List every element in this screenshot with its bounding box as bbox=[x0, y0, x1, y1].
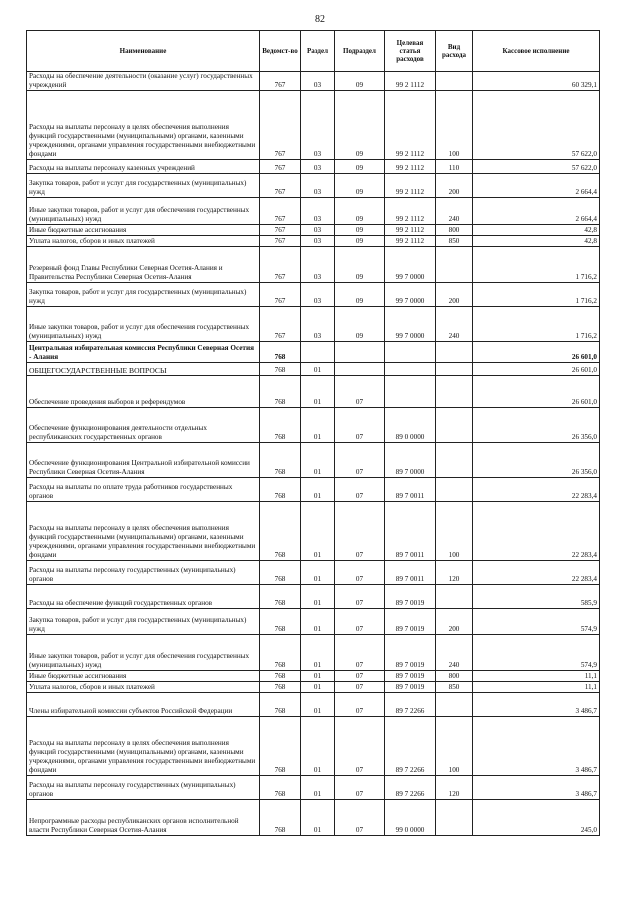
row-ved: 768 bbox=[260, 682, 301, 693]
row-vid: 800 bbox=[436, 671, 473, 682]
row-ved: 768 bbox=[260, 502, 301, 561]
table-row bbox=[27, 91, 600, 160]
row-name: Члены избирательной комиссии субъектов Российской Федерации bbox=[27, 693, 260, 717]
row-name: Расходы на выплаты персоналу государственных (муниципальных) органов bbox=[27, 561, 260, 585]
row-ved: 767 bbox=[260, 225, 301, 236]
row-amount: 42,8 bbox=[473, 236, 600, 247]
table-row bbox=[27, 609, 600, 635]
row-ved: 767 bbox=[260, 91, 301, 160]
row-name: Уплата налогов, сборов и иных платежей bbox=[27, 682, 260, 693]
row-podrazdel: 09 bbox=[335, 307, 385, 342]
row-vid: 240 bbox=[436, 307, 473, 342]
row-razdel: 03 bbox=[301, 225, 335, 236]
row-amount: 3 486,7 bbox=[473, 776, 600, 800]
row-name: Расходы на выплаты персоналу казенных учреждений bbox=[27, 160, 260, 174]
row-ved: 767 bbox=[260, 283, 301, 307]
table-row bbox=[27, 247, 600, 283]
row-razdel: 01 bbox=[301, 443, 335, 478]
row-podrazdel: 07 bbox=[335, 693, 385, 717]
table-header-row bbox=[27, 31, 600, 72]
row-razdel: 01 bbox=[301, 717, 335, 776]
row-razdel: 03 bbox=[301, 307, 335, 342]
row-name: Расходы на выплаты персоналу в целях обеспечения выполнения функций государственными (муниципальными) органами, казенными учреждениями, органами управления государственными внебюджетными фондами bbox=[27, 717, 260, 776]
header-ved: Ведомст-во bbox=[260, 31, 301, 72]
row-statya: 89 7 2266 bbox=[385, 693, 436, 717]
row-razdel: 01 bbox=[301, 776, 335, 800]
row-name: Иные закупки товаров, работ и услуг для обеспечения государственных (муниципальных) нужд bbox=[27, 635, 260, 671]
row-podrazdel: 09 bbox=[335, 91, 385, 160]
row-name: Закупка товаров, работ и услуг для государственных (муниципальных) нужд bbox=[27, 609, 260, 635]
row-podrazdel: 07 bbox=[335, 776, 385, 800]
row-vid bbox=[436, 342, 473, 363]
row-amount: 2 664,4 bbox=[473, 174, 600, 198]
row-vid: 240 bbox=[436, 635, 473, 671]
row-ved: 768 bbox=[260, 609, 301, 635]
row-podrazdel: 07 bbox=[335, 717, 385, 776]
row-ved: 768 bbox=[260, 443, 301, 478]
row-razdel: 01 bbox=[301, 376, 335, 408]
row-name: Иные закупки товаров, работ и услуг для обеспечения государственных (муниципальных) нужд bbox=[27, 198, 260, 225]
row-podrazdel: 07 bbox=[335, 443, 385, 478]
row-podrazdel: 07 bbox=[335, 561, 385, 585]
row-statya: 89 7 2266 bbox=[385, 717, 436, 776]
row-ved: 767 bbox=[260, 236, 301, 247]
row-amount: 26 601,0 bbox=[473, 342, 600, 363]
table-row bbox=[27, 443, 600, 478]
row-amount: 42,8 bbox=[473, 225, 600, 236]
row-amount: 1 716,2 bbox=[473, 307, 600, 342]
row-amount: 26 601,0 bbox=[473, 363, 600, 376]
row-statya bbox=[385, 363, 436, 376]
row-statya: 99 2 1112 bbox=[385, 174, 436, 198]
row-ved: 767 bbox=[260, 174, 301, 198]
row-vid bbox=[436, 376, 473, 408]
table-row bbox=[27, 363, 600, 376]
table-row bbox=[27, 717, 600, 776]
row-statya: 89 0 0000 bbox=[385, 408, 436, 443]
row-amount: 22 283,4 bbox=[473, 561, 600, 585]
row-statya: 89 7 0000 bbox=[385, 443, 436, 478]
table-row bbox=[27, 682, 600, 693]
row-statya: 99 7 0000 bbox=[385, 283, 436, 307]
row-ved: 768 bbox=[260, 693, 301, 717]
row-statya: 89 7 0011 bbox=[385, 502, 436, 561]
row-ved: 768 bbox=[260, 376, 301, 408]
header-name: Наименование bbox=[27, 31, 260, 72]
table-row bbox=[27, 160, 600, 174]
row-amount: 574,9 bbox=[473, 635, 600, 671]
row-ved: 768 bbox=[260, 478, 301, 502]
row-name: Обеспечение функционирования Центральной избирательной комиссии Республики Северная Осетия-Алания bbox=[27, 443, 260, 478]
row-vid: 240 bbox=[436, 198, 473, 225]
row-statya: 99 2 1112 bbox=[385, 225, 436, 236]
table-row bbox=[27, 502, 600, 561]
header-podrazdel: Подраздел bbox=[335, 31, 385, 72]
table-row bbox=[27, 225, 600, 236]
row-ved: 767 bbox=[260, 247, 301, 283]
table-row bbox=[27, 198, 600, 225]
header-statya: Целевая статья расходов bbox=[385, 31, 436, 72]
row-razdel: 01 bbox=[301, 585, 335, 609]
row-razdel: 01 bbox=[301, 635, 335, 671]
row-podrazdel bbox=[335, 342, 385, 363]
row-razdel: 01 bbox=[301, 609, 335, 635]
row-name: Расходы на выплаты персоналу в целях обеспечения выполнения функций государственными (муниципальными) органами, казенными учреждениями, органами управления государственными внебюджетными фондами bbox=[27, 502, 260, 561]
row-ved: 768 bbox=[260, 776, 301, 800]
header-vid: Вид расхода bbox=[436, 31, 473, 72]
row-statya bbox=[385, 342, 436, 363]
row-statya: 99 2 1112 bbox=[385, 198, 436, 225]
row-ved: 768 bbox=[260, 717, 301, 776]
row-razdel: 01 bbox=[301, 800, 335, 836]
row-vid bbox=[436, 408, 473, 443]
row-ved: 768 bbox=[260, 342, 301, 363]
row-statya: 99 7 0000 bbox=[385, 307, 436, 342]
row-amount: 60 329,1 bbox=[473, 72, 600, 91]
row-statya: 89 7 0019 bbox=[385, 585, 436, 609]
row-razdel: 01 bbox=[301, 561, 335, 585]
row-vid bbox=[436, 585, 473, 609]
row-razdel bbox=[301, 342, 335, 363]
row-name: Иные закупки товаров, работ и услуг для обеспечения государственных (муниципальных) нужд bbox=[27, 307, 260, 342]
row-name: Иные бюджетные ассигнования bbox=[27, 225, 260, 236]
row-vid: 200 bbox=[436, 174, 473, 198]
row-razdel: 01 bbox=[301, 478, 335, 502]
row-podrazdel: 07 bbox=[335, 585, 385, 609]
row-amount: 1 716,2 bbox=[473, 247, 600, 283]
row-ved: 768 bbox=[260, 671, 301, 682]
table-row bbox=[27, 376, 600, 408]
row-vid bbox=[436, 363, 473, 376]
row-ved: 768 bbox=[260, 408, 301, 443]
table-row bbox=[27, 635, 600, 671]
row-razdel: 01 bbox=[301, 408, 335, 443]
row-amount: 585,9 bbox=[473, 585, 600, 609]
row-statya: 99 2 1112 bbox=[385, 160, 436, 174]
row-ved: 768 bbox=[260, 800, 301, 836]
row-vid bbox=[436, 72, 473, 91]
row-name: Закупка товаров, работ и услуг для государственных (муниципальных) нужд bbox=[27, 283, 260, 307]
table-body bbox=[27, 72, 600, 836]
row-statya: 99 2 1112 bbox=[385, 91, 436, 160]
row-ved: 767 bbox=[260, 72, 301, 91]
page-number: 82 bbox=[315, 14, 325, 25]
row-razdel: 03 bbox=[301, 91, 335, 160]
table-row bbox=[27, 174, 600, 198]
row-podrazdel: 09 bbox=[335, 72, 385, 91]
row-vid: 100 bbox=[436, 91, 473, 160]
table-row bbox=[27, 561, 600, 585]
row-statya: 89 7 0019 bbox=[385, 671, 436, 682]
row-vid bbox=[436, 478, 473, 502]
row-amount: 2 664,4 bbox=[473, 198, 600, 225]
header-amount: Кассовое исполнение bbox=[473, 31, 600, 72]
row-podrazdel: 09 bbox=[335, 160, 385, 174]
row-razdel: 03 bbox=[301, 236, 335, 247]
row-podrazdel: 07 bbox=[335, 408, 385, 443]
row-ved: 768 bbox=[260, 363, 301, 376]
row-podrazdel: 07 bbox=[335, 671, 385, 682]
header-razdel: Раздел bbox=[301, 31, 335, 72]
row-statya: 89 7 0019 bbox=[385, 609, 436, 635]
row-amount: 57 622,0 bbox=[473, 160, 600, 174]
row-statya: 89 7 0019 bbox=[385, 635, 436, 671]
row-name: Иные бюджетные ассигнования bbox=[27, 671, 260, 682]
table-row bbox=[27, 283, 600, 307]
row-amount: 26 601,0 bbox=[473, 376, 600, 408]
row-vid: 800 bbox=[436, 225, 473, 236]
row-ved: 767 bbox=[260, 307, 301, 342]
row-statya bbox=[385, 376, 436, 408]
row-name: Закупка товаров, работ и услуг для государственных (муниципальных) нужд bbox=[27, 174, 260, 198]
row-amount: 574,9 bbox=[473, 609, 600, 635]
row-statya: 89 7 2266 bbox=[385, 776, 436, 800]
row-razdel: 03 bbox=[301, 247, 335, 283]
row-name: Обеспечение проведения выборов и референдумов bbox=[27, 376, 260, 408]
row-podrazdel: 09 bbox=[335, 236, 385, 247]
row-ved: 768 bbox=[260, 561, 301, 585]
row-amount: 22 283,4 bbox=[473, 478, 600, 502]
row-podrazdel: 07 bbox=[335, 682, 385, 693]
row-statya: 99 0 0000 bbox=[385, 800, 436, 836]
row-amount: 22 283,4 bbox=[473, 502, 600, 561]
row-razdel: 01 bbox=[301, 682, 335, 693]
row-podrazdel: 09 bbox=[335, 198, 385, 225]
row-name: Центральная избирательная комиссия Республики Северная Осетия - Алания bbox=[27, 342, 260, 363]
table-row bbox=[27, 408, 600, 443]
row-amount: 11,1 bbox=[473, 682, 600, 693]
table-row bbox=[27, 478, 600, 502]
row-podrazdel: 07 bbox=[335, 478, 385, 502]
row-amount: 26 356,0 bbox=[473, 443, 600, 478]
row-vid: 120 bbox=[436, 561, 473, 585]
table-row bbox=[27, 236, 600, 247]
row-name: Резервный фонд Главы Республики Северная Осетия-Алания и Правительства Республики Северная Осетия-Алания bbox=[27, 247, 260, 283]
row-razdel: 03 bbox=[301, 174, 335, 198]
row-statya: 89 7 0011 bbox=[385, 478, 436, 502]
row-statya: 99 2 1112 bbox=[385, 72, 436, 91]
row-name: Обеспечение функционирования деятельности отдельных республиканских государственных органов bbox=[27, 408, 260, 443]
row-vid: 110 bbox=[436, 160, 473, 174]
row-podrazdel: 09 bbox=[335, 174, 385, 198]
row-statya: 99 7 0000 bbox=[385, 247, 436, 283]
row-ved: 767 bbox=[260, 160, 301, 174]
row-name: Уплата налогов, сборов и иных платежей bbox=[27, 236, 260, 247]
row-podrazdel: 09 bbox=[335, 225, 385, 236]
row-vid bbox=[436, 800, 473, 836]
row-name: ОБЩЕГОСУДАРСТВЕННЫЕ ВОПРОСЫ bbox=[27, 363, 260, 376]
row-podrazdel: 09 bbox=[335, 283, 385, 307]
row-amount: 245,0 bbox=[473, 800, 600, 836]
table-row bbox=[27, 671, 600, 682]
table-row bbox=[27, 585, 600, 609]
row-podrazdel: 07 bbox=[335, 609, 385, 635]
row-amount: 57 622,0 bbox=[473, 91, 600, 160]
row-vid: 100 bbox=[436, 717, 473, 776]
row-razdel: 01 bbox=[301, 363, 335, 376]
row-name: Непрограммные расходы республиканских органов исполнительной власти Республики Северная Осетия-Алания bbox=[27, 800, 260, 836]
row-name: Расходы на обеспечение деятельности (оказание услуг) государственных учреждений bbox=[27, 72, 260, 91]
row-podrazdel: 07 bbox=[335, 376, 385, 408]
row-vid: 120 bbox=[436, 776, 473, 800]
row-podrazdel: 07 bbox=[335, 635, 385, 671]
table-row bbox=[27, 776, 600, 800]
row-podrazdel bbox=[335, 363, 385, 376]
table-row bbox=[27, 693, 600, 717]
row-statya: 89 7 0019 bbox=[385, 682, 436, 693]
row-name: Расходы на выплаты персоналу в целях обеспечения выполнения функций государственными (муниципальными) органами, казенными учреждениями, органами управления государственными внебюджетными фондами bbox=[27, 91, 260, 160]
row-name: Расходы на выплаты по оплате труда работников государственных органов bbox=[27, 478, 260, 502]
budget-table bbox=[26, 30, 600, 836]
row-vid: 850 bbox=[436, 682, 473, 693]
row-podrazdel: 07 bbox=[335, 800, 385, 836]
row-ved: 768 bbox=[260, 635, 301, 671]
row-statya: 89 7 0011 bbox=[385, 561, 436, 585]
row-vid: 200 bbox=[436, 609, 473, 635]
row-amount: 3 486,7 bbox=[473, 717, 600, 776]
row-razdel: 03 bbox=[301, 160, 335, 174]
row-razdel: 03 bbox=[301, 283, 335, 307]
row-podrazdel: 09 bbox=[335, 247, 385, 283]
row-podrazdel: 07 bbox=[335, 502, 385, 561]
table-row bbox=[27, 72, 600, 91]
row-amount: 11,1 bbox=[473, 671, 600, 682]
row-vid bbox=[436, 443, 473, 478]
row-razdel: 03 bbox=[301, 198, 335, 225]
row-amount: 26 356,0 bbox=[473, 408, 600, 443]
table-row bbox=[27, 307, 600, 342]
row-razdel: 01 bbox=[301, 671, 335, 682]
row-razdel: 01 bbox=[301, 502, 335, 561]
row-razdel: 03 bbox=[301, 72, 335, 91]
row-vid bbox=[436, 247, 473, 283]
row-name: Расходы на выплаты персоналу государственных (муниципальных) органов bbox=[27, 776, 260, 800]
row-razdel: 01 bbox=[301, 693, 335, 717]
row-ved: 767 bbox=[260, 198, 301, 225]
row-name: Расходы на обеспечение функций государственных органов bbox=[27, 585, 260, 609]
table-row bbox=[27, 342, 600, 363]
row-ved: 768 bbox=[260, 585, 301, 609]
row-statya: 99 2 1112 bbox=[385, 236, 436, 247]
table-row bbox=[27, 800, 600, 836]
row-amount: 1 716,2 bbox=[473, 283, 600, 307]
row-vid: 200 bbox=[436, 283, 473, 307]
row-amount: 3 486,7 bbox=[473, 693, 600, 717]
row-vid: 100 bbox=[436, 502, 473, 561]
row-vid: 850 bbox=[436, 236, 473, 247]
row-vid bbox=[436, 693, 473, 717]
